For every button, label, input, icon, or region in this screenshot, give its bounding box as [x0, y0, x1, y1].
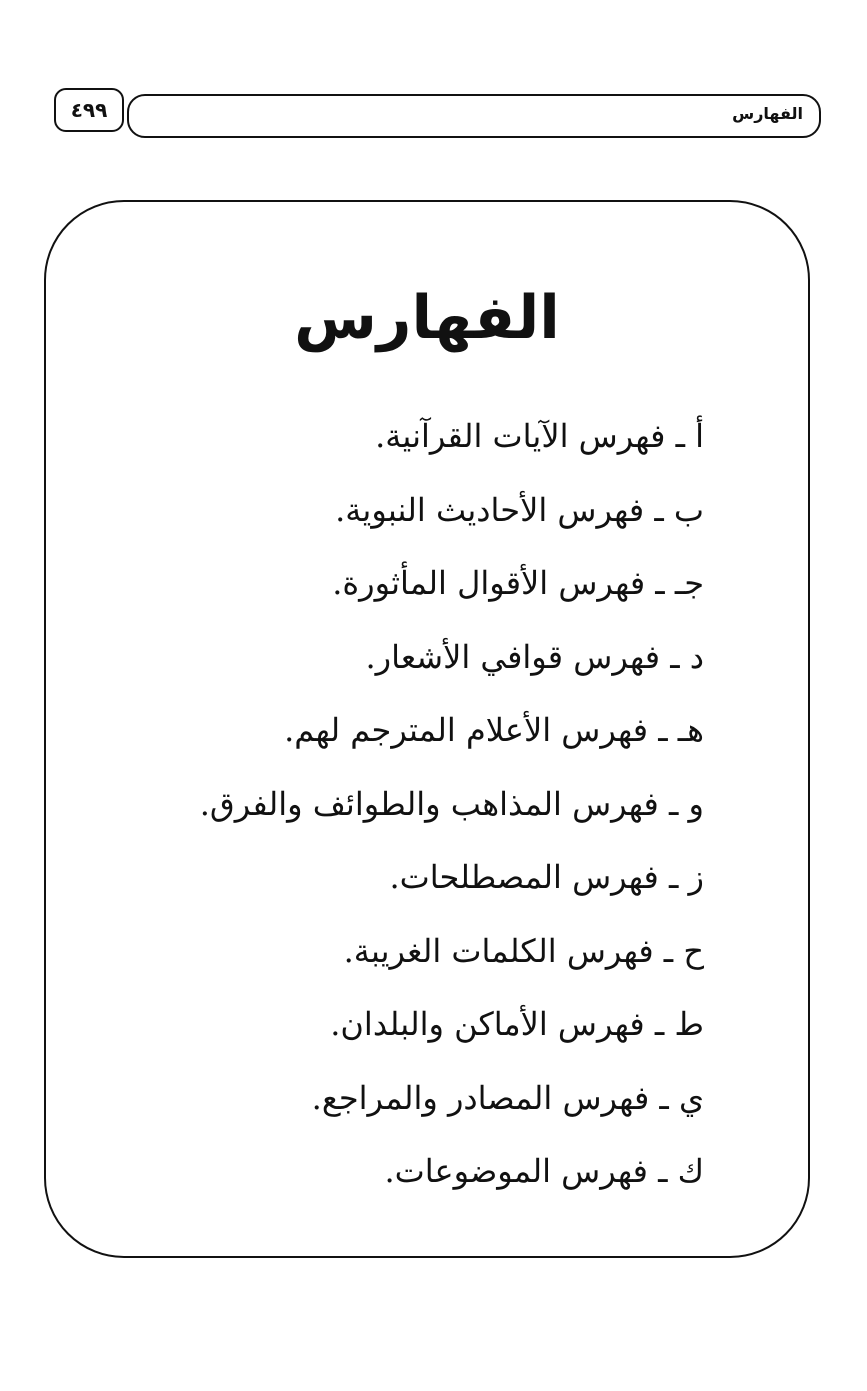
page-title: الفهارس	[294, 283, 560, 353]
index-item-sayings: جـ ـ فهرس الأقوال المأثورة.	[332, 564, 704, 602]
index-item-topics: ك ـ فهرس الموضوعات.	[384, 1152, 704, 1190]
content-frame	[44, 200, 810, 1258]
running-header-title: الفهارس	[732, 104, 803, 123]
page-number-text: ٤٩٩	[70, 98, 108, 122]
running-header	[127, 94, 821, 138]
index-item-sects: و ـ فهرس المذاهب والطوائف والفرق.	[199, 784, 704, 823]
index-item-places: ط ـ فهرس الأماكن والبلدان.	[330, 1005, 704, 1043]
index-item-hadiths: ب ـ فهرس الأحاديث النبوية.	[335, 490, 704, 529]
index-item-sources: ي ـ فهرس المصادر والمراجع.	[311, 1078, 704, 1117]
index-item-rare-words: ح ـ فهرس الكلمات الغريبة.	[343, 931, 704, 970]
index-item-biographies: هـ ـ فهرس الأعلام المترجم لهم.	[284, 711, 704, 749]
index-item-poetry: د ـ فهرس قوافي الأشعار.	[365, 637, 704, 676]
index-item-terms: ز ـ فهرس المصطلحات.	[389, 858, 704, 896]
page-number	[54, 88, 124, 132]
index-list	[104, 406, 704, 1215]
index-item-quranic-verses: أ ـ فهرس الآيات القرآنية.	[375, 417, 704, 455]
